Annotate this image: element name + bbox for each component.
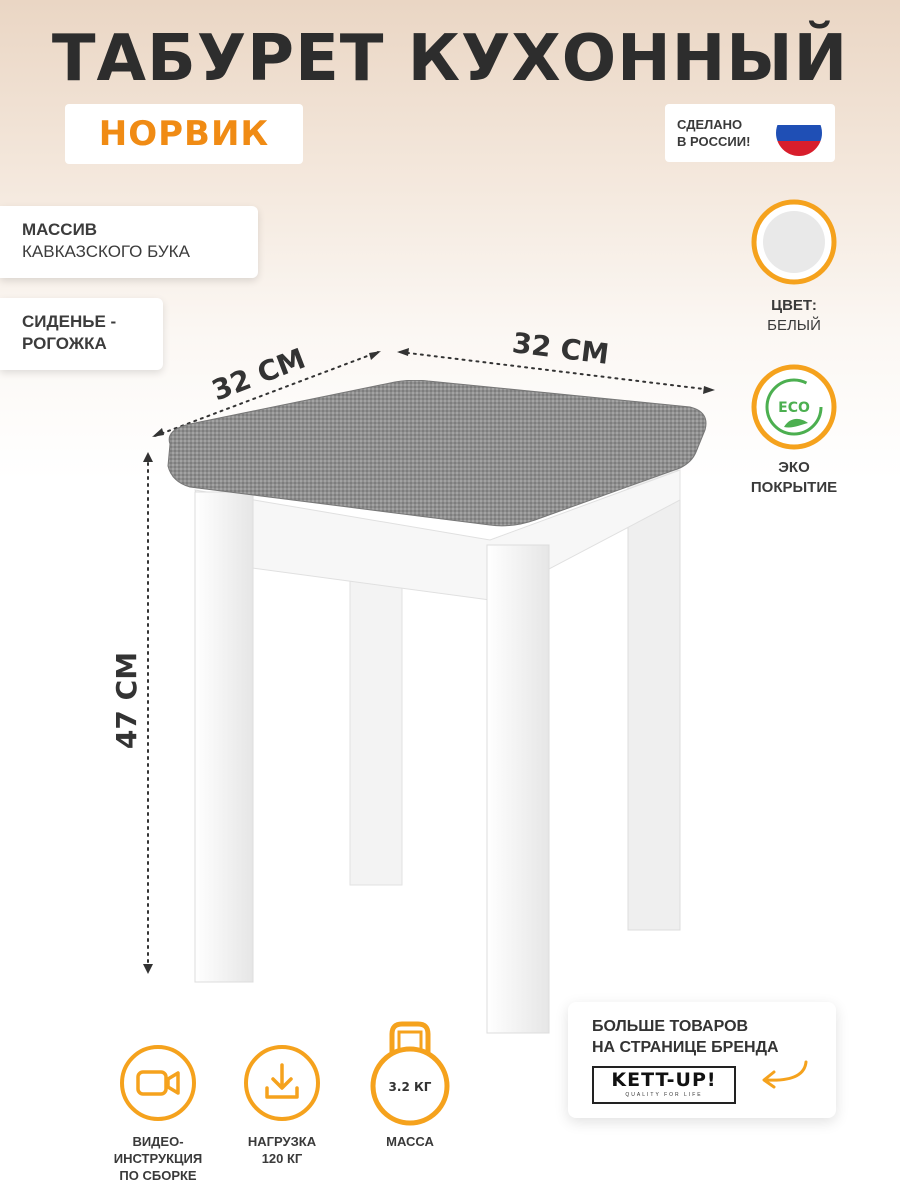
download-icon (242, 1043, 322, 1123)
kett-up-logo[interactable]: KETT-UP! QUALITY FOR LIFE (592, 1066, 736, 1104)
seat-feature: СИДЕНЬЕ - РОГОЖКА (0, 298, 163, 370)
eco-label: ЭКО ПОКРЫТИЕ (750, 459, 838, 496)
eco-badge-text: ECO (778, 400, 810, 416)
color-label: ЦВЕТ: БЕЛЫЙ (767, 297, 821, 334)
weight-value: 3.2 КГ (388, 1080, 432, 1094)
video-camera-icon[interactable] (118, 1043, 198, 1123)
dimension-height: 47 СМ (110, 651, 144, 750)
model-name: НОРВИК (98, 114, 270, 154)
dimension-depth: 32 СМ (207, 341, 310, 408)
load-label: НАГРУЗКА 120 КГ (247, 1134, 317, 1166)
material-feature: МАССИВ КАВКАЗСКОГО БУКА (0, 206, 258, 278)
made-in-text: СДЕЛАНО В РОССИИ! (677, 117, 751, 149)
page-title: ТАБУРЕТ КУХОННЫЙ (51, 22, 849, 96)
curved-arrow-icon (756, 1056, 816, 1092)
video-instruction-label: ВИДЕО- ИНСТРУКЦИЯ ПО СБОРКЕ (113, 1134, 203, 1183)
kettlebell-icon (368, 1020, 452, 1126)
stool-image (160, 380, 720, 1040)
weight-label: МАССА (386, 1134, 434, 1149)
brand-store-card[interactable] (568, 1002, 836, 1118)
brand-card-text: БОЛЬШЕ ТОВАРОВ НА СТРАНИЦЕ БРЕНДА (592, 1018, 779, 1056)
dimension-width: 32 СМ (510, 326, 611, 371)
